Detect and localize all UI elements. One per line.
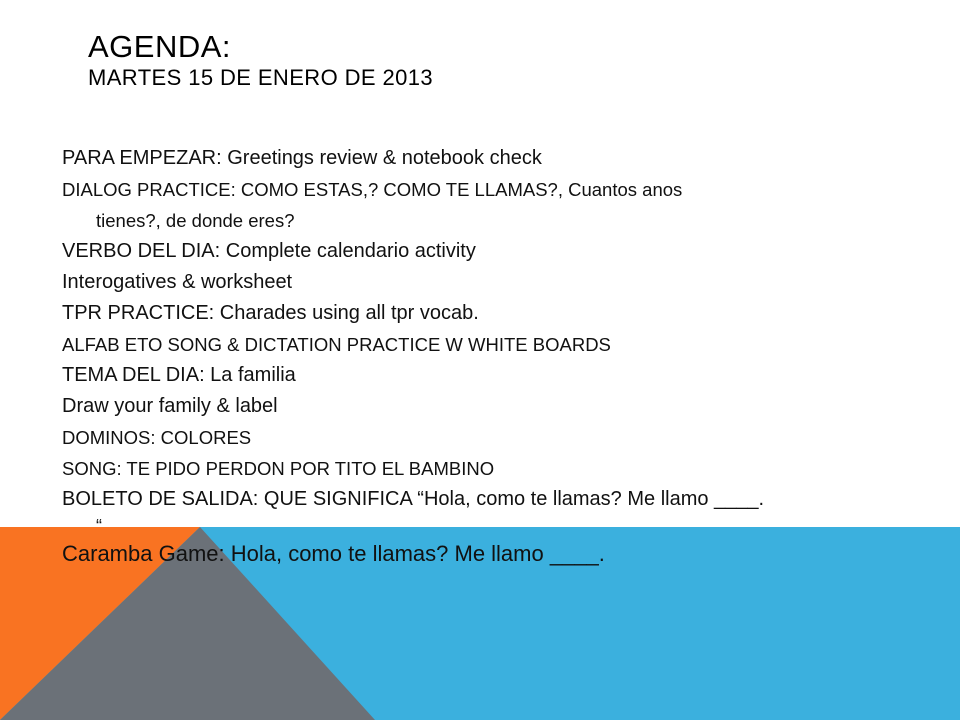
agenda-item-para-empezar: PARA EMPEZAR: Greetings review & notebook check	[62, 147, 542, 169]
agenda-item-draw-family: Draw your family & label	[62, 395, 278, 417]
title-block	[88, 30, 433, 92]
agenda-item-tema-del-dia: TEMA DEL DIA: La familia	[62, 364, 296, 386]
agenda-item-song: SONG: TE PIDO PERDON POR TITO EL BAMBINO	[62, 458, 495, 479]
agenda-item-alfabeto-song: ALFAB ETO SONG & DICTATION PRACTICE W WHITE BOARDS	[62, 334, 611, 355]
agenda-item-interogatives: Interogatives & worksheet	[62, 271, 293, 293]
agenda-item-tpr-practice: TPR PRACTICE: Charades using all tpr vocab.	[62, 302, 479, 324]
agenda-item-boleto-de-salida: BOLETO DE SALIDA: QUE SIGNIFICA “Hola, como te llamas? Me llamo ____.	[62, 488, 765, 510]
agenda-list	[62, 143, 942, 571]
agenda-item-dialog-practice: DIALOG PRACTICE: COMO ESTAS,? COMO TE LLAMAS?, Cuantos anos	[62, 179, 683, 200]
agenda-item-caramba-game: Caramba Game: Hola, como te llamas? Me llamo ____.	[62, 541, 605, 566]
agenda-item-boleto-de-salida-cont: “	[96, 516, 102, 536]
page-subtitle-date: MARTES 15 DE ENERO DE 2013	[88, 65, 434, 90]
agenda-item-dominos: DOMINOS: COLORES	[62, 427, 252, 448]
page-title: AGENDA:	[88, 29, 232, 64]
agenda-item-dialog-practice-cont: tienes?, de donde eres?	[96, 210, 295, 231]
agenda-item-verbo-del-dia: VERBO DEL DIA: Complete calendario activity	[62, 240, 476, 262]
